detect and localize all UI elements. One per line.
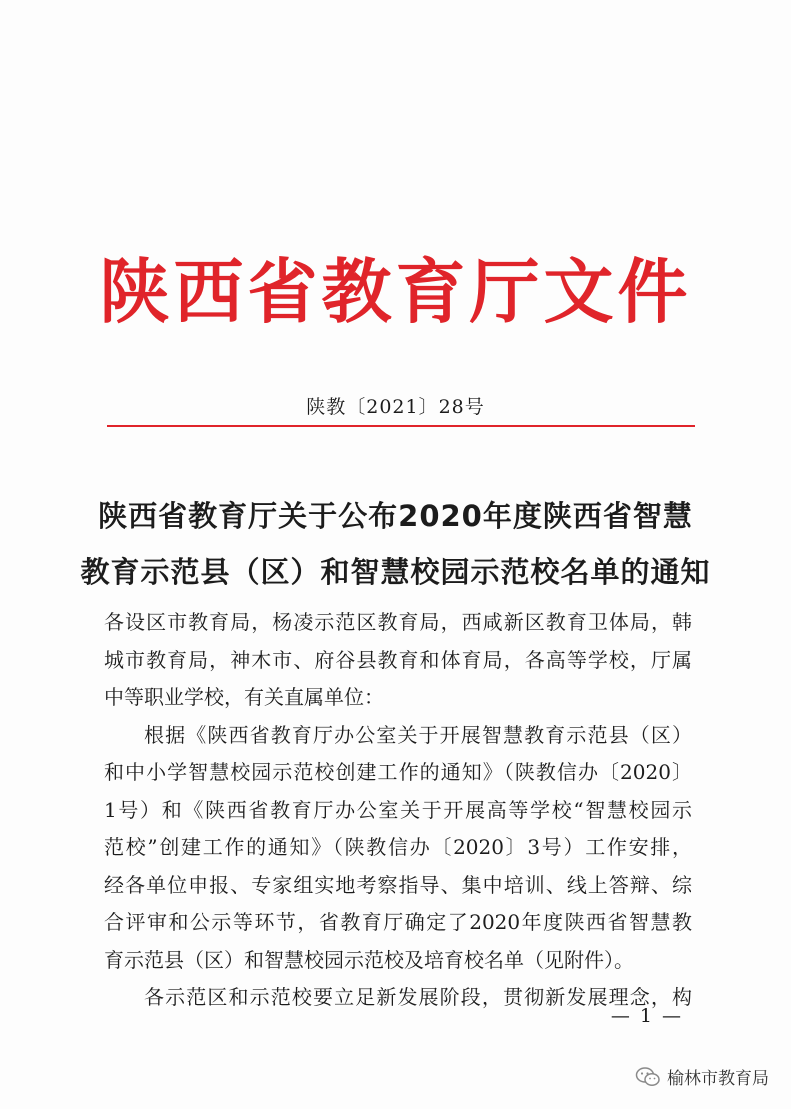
- document-title: [60, 488, 731, 600]
- paragraph1-line-1: 根据《陕西省教育厅办公室关于开展智慧教育示范县（区）: [144, 722, 692, 747]
- wechat-icon: [635, 1066, 661, 1088]
- paragraph2-line-1: 各示范区和示范校要立足新发展阶段，贯彻新发展理念，构: [144, 985, 692, 1009]
- document-masthead: 陕西省教育厅文件: [99, 251, 692, 333]
- paragraph1-line-6: 合评审和公示等环节，省教育厅确定了2020年度陕西省智慧教: [104, 910, 692, 934]
- paragraph1-line-3: 1号）和《陕西省教育厅办公室关于开展高等学校“智慧校园示: [104, 797, 692, 822]
- addressee-line-1: 各设区市教育局，杨凌示范区教育局，西咸新区教育卫体局，韩: [104, 610, 692, 634]
- wechat-account-watermark: [635, 1064, 769, 1089]
- document-number: 陕教〔2021〕28号: [306, 396, 485, 418]
- paragraph1-line-7: 育示范县（区）和智慧校园示范校及培育校名单（见附件）。: [104, 947, 634, 972]
- paragraph1-line-5: 经各单位申报、专家组实地考察指导、集中培训、线上答辩、综: [104, 872, 692, 897]
- title-line-2: 教育示范县（区）和智慧校园示范校名单的通知: [80, 555, 711, 589]
- document-body: [104, 604, 692, 1017]
- red-divider-line: [107, 425, 695, 427]
- addressee-line-2: 城市教育局，神木市、府谷县教育和体育局，各高等学校，厅属: [104, 647, 692, 672]
- addressee-line-3: 中等职业学校，有关直属单位：: [104, 685, 384, 709]
- paragraph1-line-2: 和中小学智慧校园示范校创建工作的通知》（陕教信办〔2020〕: [104, 760, 692, 784]
- watermark-text: 榆林市教育局: [667, 1069, 769, 1089]
- paragraph1-line-4: 范校”创建工作的通知》（陕教信办〔2020〕3号）工作安排，: [104, 835, 692, 859]
- title-line-1: 陕西省教育厅关于公布2020年度陕西省智慧: [98, 499, 693, 533]
- page-number: — 1 —: [610, 1005, 683, 1027]
